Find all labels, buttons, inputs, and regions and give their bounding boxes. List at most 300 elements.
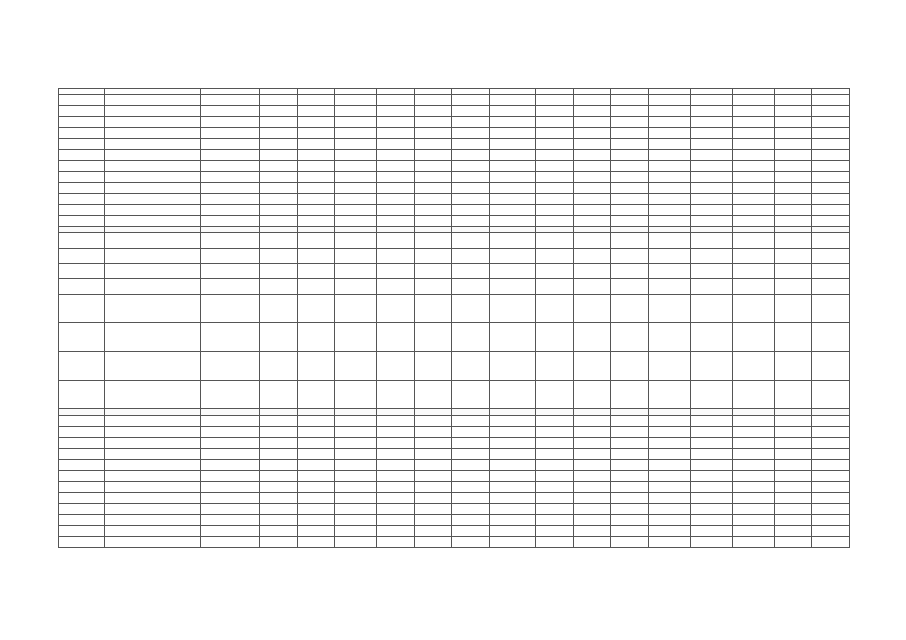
table-cell	[59, 426, 105, 437]
table-cell	[812, 94, 850, 105]
table-cell	[732, 149, 774, 160]
table-cell	[377, 138, 415, 149]
table-cell	[105, 351, 201, 380]
table-cell	[452, 409, 490, 416]
table-cell	[489, 459, 535, 470]
table-cell	[452, 127, 490, 138]
table-cell	[489, 226, 535, 233]
table-cell	[611, 263, 649, 278]
table-cell	[812, 294, 850, 323]
table-cell	[774, 149, 812, 160]
table-cell	[611, 233, 649, 248]
table-cell	[259, 215, 297, 226]
table-cell	[611, 415, 649, 426]
table-cell	[297, 503, 335, 514]
table-cell	[452, 138, 490, 149]
table-cell	[259, 127, 297, 138]
table-cell	[201, 233, 260, 248]
table-cell	[201, 105, 260, 116]
table-cell	[690, 279, 732, 294]
table-cell	[59, 415, 105, 426]
table-cell	[377, 294, 415, 323]
table-row	[59, 94, 850, 105]
table-cell	[414, 514, 452, 525]
table-cell	[377, 279, 415, 294]
table-cell	[452, 171, 490, 182]
table-cell	[648, 94, 690, 105]
table-cell	[335, 248, 377, 263]
table-cell	[732, 514, 774, 525]
table-cell	[105, 127, 201, 138]
table-cell	[536, 492, 574, 503]
table-cell	[611, 294, 649, 323]
table-cell	[201, 226, 260, 233]
table-cell	[489, 248, 535, 263]
table-cell	[812, 492, 850, 503]
table-cell	[105, 415, 201, 426]
table-cell	[812, 525, 850, 536]
table-cell	[452, 426, 490, 437]
table-cell	[489, 116, 535, 127]
table-cell	[201, 323, 260, 352]
table-cell	[732, 279, 774, 294]
table-cell	[59, 525, 105, 536]
table-cell	[414, 193, 452, 204]
table-cell	[774, 263, 812, 278]
table-cell	[774, 426, 812, 437]
table-row	[59, 459, 850, 470]
table-cell	[414, 149, 452, 160]
table-cell	[573, 204, 611, 215]
table-cell	[536, 226, 574, 233]
table-cell	[812, 448, 850, 459]
table-cell	[812, 514, 850, 525]
table-cell	[573, 138, 611, 149]
table-cell	[297, 437, 335, 448]
table-cell	[414, 263, 452, 278]
table-cell	[732, 448, 774, 459]
table-cell	[377, 492, 415, 503]
table-cell	[690, 459, 732, 470]
table-cell	[690, 182, 732, 193]
table-cell	[335, 426, 377, 437]
table-cell	[648, 481, 690, 492]
table-cell	[732, 182, 774, 193]
table-cell	[201, 138, 260, 149]
table-cell	[105, 503, 201, 514]
table-cell	[452, 105, 490, 116]
table-cell	[648, 536, 690, 547]
table-cell	[377, 503, 415, 514]
table-cell	[259, 149, 297, 160]
table-cell	[259, 204, 297, 215]
table-cell	[648, 263, 690, 278]
table-cell	[335, 380, 377, 409]
table-cell	[377, 481, 415, 492]
table-cell	[573, 481, 611, 492]
table-cell	[335, 171, 377, 182]
table-cell	[774, 448, 812, 459]
table-cell	[335, 127, 377, 138]
table-cell	[648, 215, 690, 226]
table-row	[59, 503, 850, 514]
table-cell	[377, 182, 415, 193]
table-cell	[201, 204, 260, 215]
table-cell	[377, 459, 415, 470]
table-cell	[414, 481, 452, 492]
table-cell	[105, 116, 201, 127]
table-cell	[812, 171, 850, 182]
table-cell	[536, 149, 574, 160]
table-cell	[690, 380, 732, 409]
table-cell	[297, 116, 335, 127]
table-cell	[573, 294, 611, 323]
table-cell	[414, 279, 452, 294]
table-cell	[259, 138, 297, 149]
table-cell	[201, 503, 260, 514]
table-cell	[648, 226, 690, 233]
table-cell	[59, 536, 105, 547]
table-cell	[105, 204, 201, 215]
table-cell	[259, 426, 297, 437]
table-cell	[414, 351, 452, 380]
table-cell	[201, 409, 260, 416]
table-row	[59, 248, 850, 263]
table-cell	[774, 514, 812, 525]
table-cell	[105, 248, 201, 263]
table-cell	[732, 437, 774, 448]
budget-table	[58, 88, 850, 548]
table-cell	[812, 409, 850, 416]
table-cell	[201, 193, 260, 204]
table-cell	[377, 514, 415, 525]
table-cell	[259, 233, 297, 248]
table-cell	[611, 116, 649, 127]
table-cell	[611, 481, 649, 492]
table-cell	[59, 116, 105, 127]
table-cell	[452, 459, 490, 470]
table-cell	[489, 426, 535, 437]
table-cell	[105, 525, 201, 536]
table-cell	[297, 171, 335, 182]
table-cell	[536, 459, 574, 470]
table-cell	[452, 470, 490, 481]
table-body	[59, 89, 850, 548]
section-title-row	[59, 409, 850, 416]
table-cell	[774, 294, 812, 323]
table-cell	[732, 481, 774, 492]
table-cell	[105, 182, 201, 193]
table-cell	[732, 138, 774, 149]
table-cell	[690, 204, 732, 215]
table-cell	[573, 127, 611, 138]
table-cell	[648, 323, 690, 352]
table-cell	[201, 525, 260, 536]
table-cell	[573, 149, 611, 160]
table-cell	[377, 351, 415, 380]
table-cell	[59, 248, 105, 263]
table-cell	[414, 437, 452, 448]
table-cell	[690, 105, 732, 116]
table-cell	[452, 294, 490, 323]
table-cell	[259, 415, 297, 426]
table-cell	[536, 105, 574, 116]
table-cell	[489, 525, 535, 536]
table-cell	[774, 503, 812, 514]
table-cell	[690, 503, 732, 514]
table-cell	[648, 248, 690, 263]
table-cell	[452, 116, 490, 127]
table-cell	[59, 323, 105, 352]
table-cell	[732, 459, 774, 470]
table-cell	[812, 149, 850, 160]
table-cell	[259, 470, 297, 481]
table-cell	[452, 536, 490, 547]
table-cell	[812, 459, 850, 470]
table-cell	[335, 215, 377, 226]
table-row	[59, 171, 850, 182]
table-cell	[377, 226, 415, 233]
table-cell	[335, 138, 377, 149]
table-cell	[573, 351, 611, 380]
table-cell	[536, 323, 574, 352]
table-cell	[573, 279, 611, 294]
table-cell	[690, 193, 732, 204]
table-cell	[489, 182, 535, 193]
table-cell	[611, 279, 649, 294]
table-cell	[690, 171, 732, 182]
table-cell	[648, 294, 690, 323]
table-cell	[573, 160, 611, 171]
table-row	[59, 426, 850, 437]
table-cell	[573, 263, 611, 278]
table-cell	[59, 448, 105, 459]
table-cell	[489, 138, 535, 149]
table-row	[59, 470, 850, 481]
table-cell	[105, 409, 201, 416]
table-cell	[259, 263, 297, 278]
table-cell	[105, 380, 201, 409]
table-cell	[690, 481, 732, 492]
table-cell	[536, 294, 574, 323]
table-row	[59, 525, 850, 536]
table-cell	[335, 160, 377, 171]
table-cell	[648, 160, 690, 171]
table-cell	[732, 323, 774, 352]
table-cell	[59, 149, 105, 160]
table-cell	[105, 94, 201, 105]
table-cell	[377, 380, 415, 409]
table-cell	[259, 459, 297, 470]
table-cell	[414, 171, 452, 182]
table-cell	[105, 193, 201, 204]
table-cell	[452, 323, 490, 352]
table-cell	[105, 492, 201, 503]
table-cell	[489, 204, 535, 215]
table-cell	[690, 233, 732, 248]
table-cell	[105, 481, 201, 492]
table-cell	[536, 248, 574, 263]
table-cell	[536, 437, 574, 448]
table-cell	[377, 171, 415, 182]
table-cell	[452, 437, 490, 448]
table-cell	[774, 138, 812, 149]
table-cell	[377, 470, 415, 481]
table-cell	[297, 459, 335, 470]
table-cell	[690, 415, 732, 426]
table-cell	[59, 459, 105, 470]
table-cell	[377, 323, 415, 352]
table-cell	[648, 279, 690, 294]
table-cell	[377, 193, 415, 204]
table-cell	[297, 481, 335, 492]
table-cell	[414, 470, 452, 481]
table-cell	[648, 525, 690, 536]
table-cell	[377, 204, 415, 215]
table-cell	[105, 215, 201, 226]
table-cell	[335, 536, 377, 547]
table-cell	[690, 149, 732, 160]
table-cell	[732, 204, 774, 215]
table-cell	[489, 171, 535, 182]
table-cell	[335, 409, 377, 416]
table-cell	[201, 149, 260, 160]
table-cell	[105, 233, 201, 248]
table-cell	[377, 437, 415, 448]
table-row	[59, 138, 850, 149]
table-cell	[573, 470, 611, 481]
table-cell	[201, 492, 260, 503]
table-row	[59, 380, 850, 409]
table-cell	[59, 105, 105, 116]
table-cell	[201, 215, 260, 226]
table-cell	[648, 503, 690, 514]
table-cell	[573, 415, 611, 426]
table-cell	[812, 160, 850, 171]
table-cell	[105, 263, 201, 278]
table-cell	[259, 105, 297, 116]
table-cell	[105, 105, 201, 116]
table-cell	[774, 160, 812, 171]
table-cell	[414, 138, 452, 149]
table-cell	[105, 426, 201, 437]
table-cell	[536, 380, 574, 409]
table-cell	[536, 426, 574, 437]
table-cell	[377, 409, 415, 416]
table-cell	[732, 226, 774, 233]
table-cell	[812, 426, 850, 437]
table-cell	[489, 279, 535, 294]
table-cell	[201, 380, 260, 409]
table-cell	[774, 323, 812, 352]
table-cell	[105, 536, 201, 547]
table-cell	[732, 116, 774, 127]
table-cell	[335, 323, 377, 352]
table-cell	[489, 437, 535, 448]
table-cell	[452, 160, 490, 171]
table-cell	[648, 470, 690, 481]
table-cell	[452, 351, 490, 380]
table-cell	[812, 226, 850, 233]
table-cell	[297, 215, 335, 226]
table-cell	[259, 94, 297, 105]
table-cell	[648, 459, 690, 470]
table-row	[59, 294, 850, 323]
table-cell	[452, 204, 490, 215]
table-cell	[648, 171, 690, 182]
table-cell	[59, 160, 105, 171]
table-cell	[297, 492, 335, 503]
table-cell	[732, 351, 774, 380]
table-cell	[201, 514, 260, 525]
table-cell	[377, 426, 415, 437]
table-cell	[414, 248, 452, 263]
table-cell	[59, 94, 105, 105]
table-cell	[105, 323, 201, 352]
section-title-row	[59, 226, 850, 233]
table-cell	[536, 415, 574, 426]
table-cell	[573, 323, 611, 352]
table-cell	[297, 380, 335, 409]
table-cell	[201, 248, 260, 263]
table-cell	[297, 193, 335, 204]
table-cell	[774, 105, 812, 116]
table-cell	[573, 380, 611, 409]
table-cell	[774, 182, 812, 193]
table-cell	[335, 459, 377, 470]
table-row	[59, 263, 850, 278]
table-cell	[690, 437, 732, 448]
table-cell	[573, 426, 611, 437]
table-row	[59, 105, 850, 116]
table-cell	[536, 127, 574, 138]
table-cell	[690, 426, 732, 437]
table-cell	[812, 116, 850, 127]
table-cell	[59, 492, 105, 503]
table-cell	[297, 448, 335, 459]
table-cell	[259, 160, 297, 171]
table-cell	[414, 448, 452, 459]
table-cell	[201, 437, 260, 448]
table-cell	[59, 481, 105, 492]
table-cell	[812, 204, 850, 215]
table-cell	[259, 536, 297, 547]
table-cell	[573, 536, 611, 547]
table-cell	[732, 248, 774, 263]
table-cell	[573, 459, 611, 470]
table-cell	[452, 481, 490, 492]
table-cell	[452, 149, 490, 160]
table-cell	[536, 470, 574, 481]
table-cell	[297, 233, 335, 248]
table-cell	[489, 492, 535, 503]
table-cell	[536, 525, 574, 536]
table-cell	[573, 116, 611, 127]
table-cell	[59, 171, 105, 182]
table-cell	[259, 525, 297, 536]
table-cell	[774, 127, 812, 138]
table-cell	[297, 294, 335, 323]
table-cell	[414, 459, 452, 470]
table-cell	[335, 94, 377, 105]
table-cell	[648, 437, 690, 448]
table-cell	[611, 226, 649, 233]
table-cell	[452, 503, 490, 514]
table-cell	[59, 263, 105, 278]
table-cell	[611, 127, 649, 138]
table-cell	[732, 105, 774, 116]
table-cell	[611, 503, 649, 514]
